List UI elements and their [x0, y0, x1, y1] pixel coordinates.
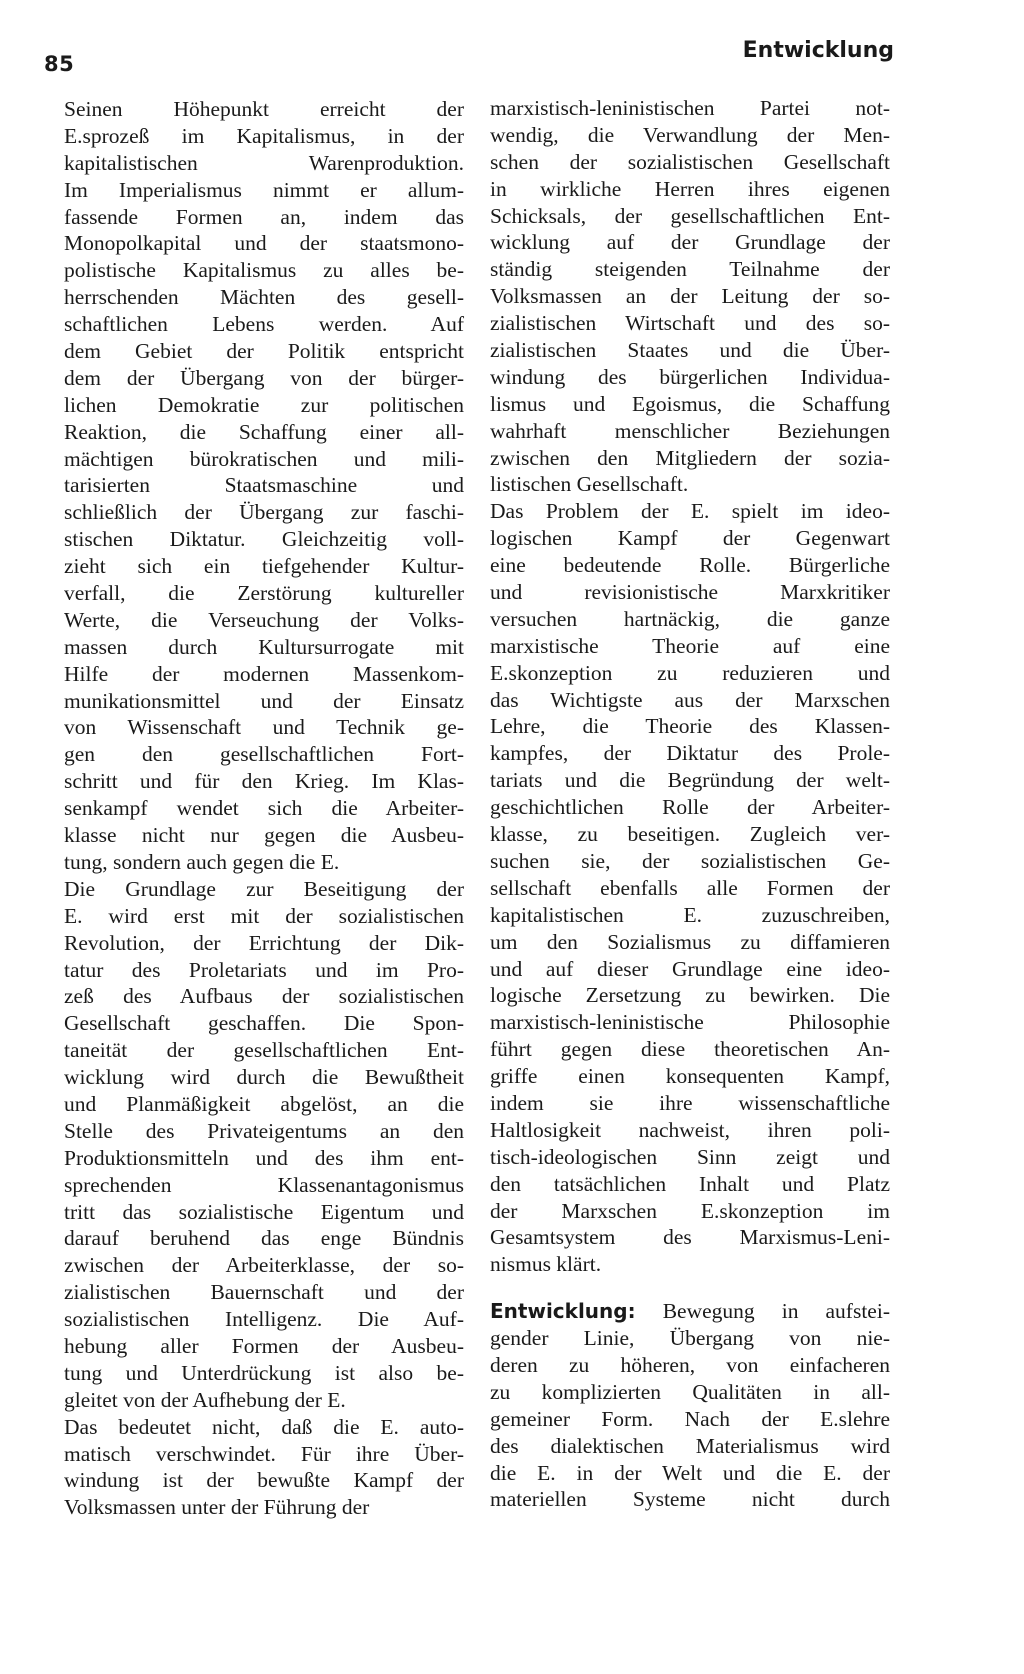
- text-line: Volksmassen unter der Führung der: [64, 1495, 370, 1520]
- text-line: Volksmassen an der Leitung der so-: [490, 284, 890, 309]
- text-line: Revolution, der Errichtung der Dik-: [64, 930, 464, 955]
- text-line: versuchen hartnäckig, die ganze: [490, 606, 890, 631]
- text-line: matisch verschwindet. Für ihre Über-: [64, 1441, 464, 1466]
- text-line: um den Sozialismus zu diffamieren: [490, 929, 890, 954]
- text-line: tatur des Proletariats und im Pro-: [64, 957, 464, 982]
- text-line: schließlich der Übergang zur faschi-: [64, 500, 464, 525]
- text-line: lichen Demokratie zur politischen: [64, 392, 464, 417]
- text-line: senkampf wendet sich die Arbeiter-: [64, 796, 464, 821]
- entry-headword: Entwicklung:: [490, 1299, 636, 1324]
- text-line: tarisierten Staatsmaschine und: [64, 473, 464, 498]
- text-line: gleitet von der Aufhebung der E.: [64, 1387, 346, 1412]
- text-line: E.skonzeption zu reduzieren und: [490, 660, 890, 685]
- text-line: massen durch Kultursurrogate mit: [64, 634, 464, 659]
- text-line: Haltlosigkeit nachweist, ihren poli-: [490, 1117, 890, 1142]
- text-line: marxistisch-leninistische Philosophie: [490, 1010, 890, 1035]
- text-line: tung und Unterdrückung ist also be-: [64, 1360, 464, 1385]
- text-line: tariats und die Begründung der welt-: [490, 768, 890, 793]
- text-line: Im Imperialismus nimmt er allum-: [64, 177, 464, 202]
- text-line: lismus und Egoismus, die Schaffung: [490, 391, 890, 416]
- entry-gap: [490, 1278, 890, 1298]
- text-line: zieht sich ein tiefgehender Kultur-: [64, 554, 464, 579]
- text-line: wahrhaft menschlicher Beziehungen: [490, 418, 890, 443]
- text-line: den tatsächlichen Inhalt und Platz: [490, 1171, 890, 1196]
- text-line: Schicksals, der gesellschaftlichen Ent-: [490, 203, 890, 228]
- text-line: gender Linie, Übergang von nie-: [490, 1326, 890, 1351]
- text-line: gen den gesellschaftlichen Fort-: [64, 742, 464, 767]
- text-line: Gesellschaft geschaffen. Die Spon-: [64, 1011, 464, 1036]
- text-line: schaftlichen Lebens werden. Auf: [64, 312, 464, 337]
- text-line: nismus klärt.: [490, 1252, 602, 1277]
- text-line: polistische Kapitalismus zu alles be-: [64, 258, 464, 283]
- text-line: klasse, zu beseitigen. Zugleich ver-: [490, 822, 890, 847]
- text-line: dem Gebiet der Politik entspricht: [64, 339, 464, 364]
- text-line: kapitalistischen Warenproduktion.: [64, 150, 464, 175]
- text-line: sellschaft ebenfalls alle Formen der: [490, 875, 890, 900]
- text-line: tisch-ideologischen Sinn zeigt und: [490, 1144, 890, 1169]
- text-line: griffe einen konsequenten Kampf,: [490, 1064, 890, 1089]
- text-line: sozialistischen Intelligenz. Die Auf-: [64, 1307, 464, 1332]
- entry-first-line-text: Bewegung in aufstei-: [635, 1299, 890, 1324]
- running-head: Entwicklung: [742, 38, 894, 63]
- text-line: in wirkliche Herren ihres eigenen: [490, 176, 890, 201]
- text-line: verfall, die Zerstörung kultureller: [64, 581, 464, 606]
- text-line: zwischen der Arbeiterklasse, der so-: [64, 1253, 464, 1278]
- text-line: windung ist der bewußte Kampf der: [64, 1468, 464, 1493]
- text-line: und Planmäßigkeit abgelöst, an die: [64, 1091, 464, 1116]
- text-line: zialistischen Wirtschaft und des so-: [490, 311, 890, 336]
- text-line: Die Grundlage zur Beseitigung der: [64, 876, 464, 901]
- text-line: logische Zersetzung zu bewirken. Die: [490, 983, 890, 1008]
- text-line: und auf dieser Grundlage eine ideo-: [490, 956, 890, 981]
- text-line: zialistischen Staates und die Über-: [490, 338, 890, 363]
- text-line: geschichtlichen Rolle der Arbeiter-: [490, 795, 890, 820]
- text-line: tritt das sozialistische Eigentum und: [64, 1199, 464, 1224]
- text-line: Hilfe der modernen Massenkom-: [64, 661, 464, 686]
- text-line: schen der sozialistischen Gesellschaft: [490, 149, 890, 174]
- entry-first-line: [490, 1298, 890, 1325]
- text-line: kampfes, der Diktatur des Prole-: [490, 741, 890, 766]
- right-column: [490, 95, 890, 1513]
- text-line: zeß des Aufbaus der sozialistischen: [64, 984, 464, 1009]
- text-line: sprechenden Klassenantagonismus: [64, 1172, 464, 1197]
- text-line: wendig, die Verwandlung der Men-: [490, 122, 890, 147]
- entry-body: [490, 1325, 890, 1513]
- text-line: Das bedeutet nicht, daß die E. auto-: [64, 1414, 464, 1439]
- text-line: zwischen den Mitgliedern der sozia-: [490, 445, 890, 470]
- text-line: des dialektischen Materialismus wird: [490, 1433, 890, 1458]
- text-line: zu komplizierten Qualitäten in all-: [490, 1379, 890, 1404]
- text-line: Produktionsmitteln und des ihm ent-: [64, 1145, 464, 1170]
- left-column: [64, 96, 464, 1521]
- text-line: taneität der gesellschaftlichen Ent-: [64, 1038, 464, 1063]
- text-line: Lehre, die Theorie des Klassen-: [490, 714, 890, 739]
- text-line: ständig steigenden Teilnahme der: [490, 257, 890, 282]
- text-line: fassende Formen an, indem das: [64, 204, 464, 229]
- text-line: wicklung auf der Grundlage der: [490, 230, 890, 255]
- text-line: Monopolkapital und der staatsmono-: [64, 231, 464, 256]
- text-line: indem sie ihre wissenschaftliche: [490, 1090, 890, 1115]
- text-line: schritt und für den Krieg. Im Klas-: [64, 769, 464, 794]
- text-line: Reaktion, die Schaffung einer all-: [64, 419, 464, 444]
- text-line: der Marxschen E.skonzeption im: [490, 1198, 890, 1223]
- text-line: E. wird erst mit der sozialistischen: [64, 903, 464, 928]
- text-line: kapitalistischen E. zuzuschreiben,: [490, 902, 890, 927]
- text-line: marxistische Theorie auf eine: [490, 633, 890, 658]
- text-line: deren zu höheren, von einfacheren: [490, 1352, 890, 1377]
- text-line: klasse nicht nur gegen die Ausbeu-: [64, 823, 464, 848]
- text-line: materiellen Systeme nicht durch: [490, 1487, 890, 1512]
- text-line: stischen Diktatur. Gleichzeitig voll-: [64, 527, 464, 552]
- entry-entwicklung: [490, 1298, 890, 1513]
- page-number: 85: [44, 52, 75, 76]
- text-line: Stelle des Privateigentums an den: [64, 1118, 464, 1143]
- text-line: dem der Übergang von der bürger-: [64, 365, 464, 390]
- text-line: wicklung wird durch die Bewußtheit: [64, 1065, 464, 1090]
- text-line: Werte, die Verseuchung der Volks-: [64, 607, 464, 632]
- text-line: Gesamtsystem des Marxismus-Leni-: [490, 1225, 890, 1250]
- text-line: mächtigen bürokratischen und mili-: [64, 446, 464, 471]
- text-line: die E. in der Welt und die E. der: [490, 1460, 890, 1485]
- text-line: logischen Kampf der Gegenwart: [490, 526, 890, 551]
- text-line: hebung aller Formen der Ausbeu-: [64, 1333, 464, 1358]
- text-line: listischen Gesellschaft.: [490, 472, 689, 497]
- text-line: darauf beruhend das enge Bündnis: [64, 1226, 464, 1251]
- text-line: zialistischen Bauernschaft und der: [64, 1280, 464, 1305]
- text-line: E.sprozeß im Kapitalismus, in der: [64, 123, 464, 148]
- text-line: suchen sie, der sozialistischen Ge-: [490, 848, 890, 873]
- text-line: das Wichtigste aus der Marxschen: [490, 687, 890, 712]
- text-line: gemeiner Form. Nach der E.slehre: [490, 1406, 890, 1431]
- text-line: von Wissenschaft und Technik ge-: [64, 715, 464, 740]
- text-line: eine bedeutende Rolle. Bürgerliche: [490, 553, 890, 578]
- text-line: Seinen Höhepunkt erreicht der: [64, 97, 464, 121]
- text-line: Das Problem der E. spielt im ideo-: [490, 499, 890, 524]
- text-line: tung, sondern auch gegen die E.: [64, 849, 340, 874]
- text-line: führt gegen diese theoretischen An-: [490, 1037, 890, 1062]
- text-line: herrschenden Mächten des gesell-: [64, 285, 464, 310]
- previous-entry-continuation: [490, 95, 890, 1278]
- text-line: und revisionistische Marxkritiker: [490, 580, 890, 605]
- text-line: munikationsmittel und der Einsatz: [64, 688, 464, 713]
- text-line: marxistisch-leninistischen Partei not-: [490, 96, 890, 120]
- text-line: windung des bürgerlichen Individua-: [490, 364, 890, 389]
